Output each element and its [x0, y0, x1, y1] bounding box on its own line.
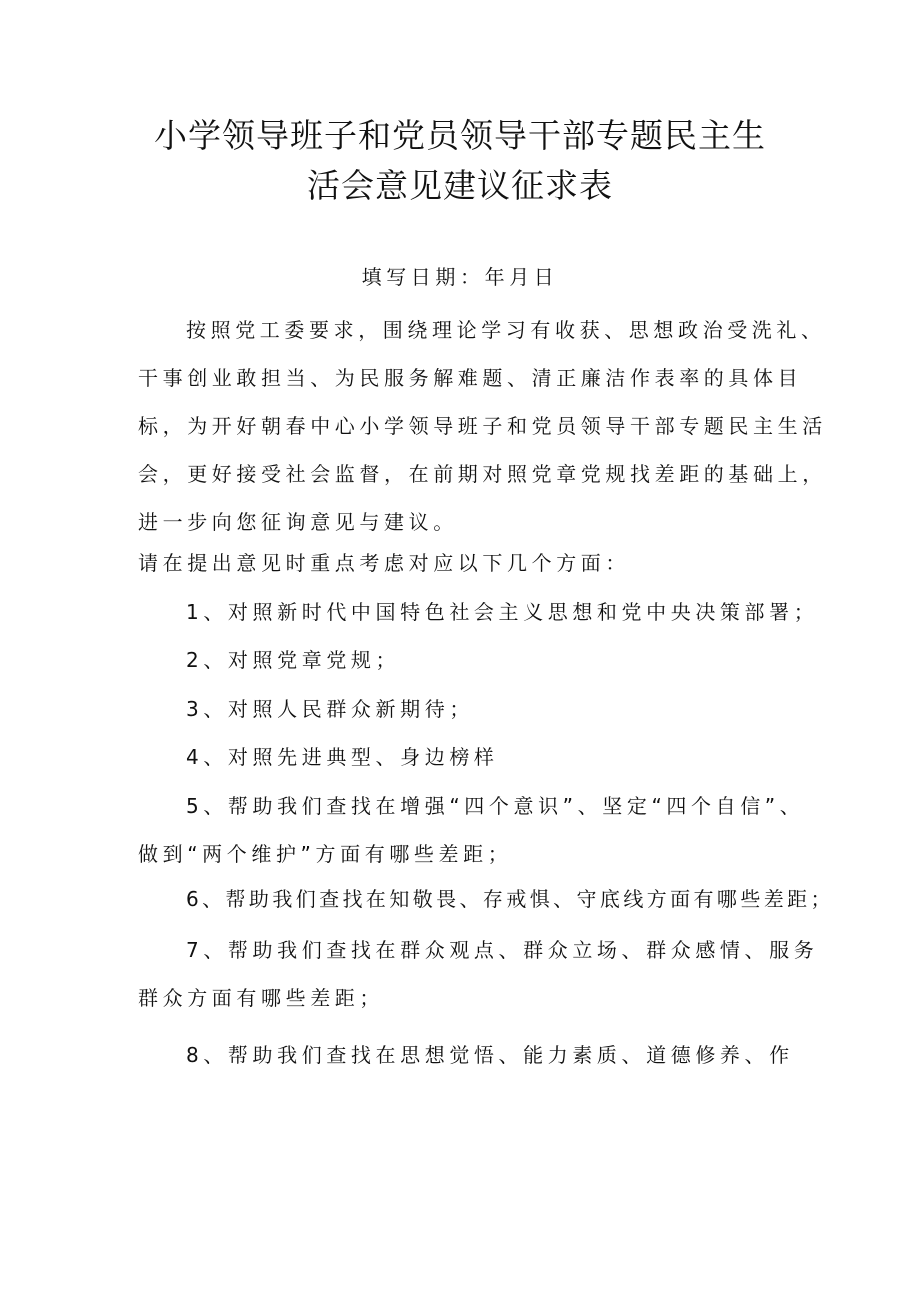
- intro-paragraph: 按照党工委要求，围绕理论学习有收获、思想政治受洗礼、干事创业敢担当、为民服务解难题、清正廉洁作表率的具体目标，为开好朝春中心小学领导班子和党员领导干部专题民主生活会，更好接受社会监督，在前期对照党章党规找差距的基础上，进一步向您征询意见与建议。: [138, 318, 827, 534]
- aspect-item-2: 2、对照党章党规；: [186, 648, 401, 672]
- title-line-1: 小学领导班子和党员领导干部专题民主生: [154, 116, 766, 155]
- title-line-2: 活会意见建议征求表: [307, 166, 613, 205]
- aspects-prompt: 请在提出意见时重点考虑对应以下几个方面：: [138, 551, 630, 575]
- aspect-item-3: 3、对照人民群众新期待；: [186, 697, 474, 721]
- aspect-item-8: 8、帮助我们查找在思想觉悟、能力素质、道德修养、作: [186, 1043, 794, 1067]
- aspect-item-7: 7、帮助我们查找在群众观点、群众立场、群众感情、服务群众方面有哪些差距；: [138, 938, 819, 1010]
- aspect-item-4: 4、对照先进典型、身边榜样: [186, 745, 499, 769]
- aspect-item-1: 1、对照新时代中国特色社会主义思想和党中央决策部署；: [186, 600, 819, 624]
- aspect-item-5: 5、帮助我们查找在增强“四个意识”、坚定“四个自信”、做到“两个维护”方面有哪些差距；: [138, 794, 805, 866]
- aspect-item-6: 6、帮助我们查找在知敬畏、存戒惧、守底线方面有哪些差距；: [186, 887, 834, 911]
- fill-date-line: 填写日期：年月日: [361, 265, 559, 289]
